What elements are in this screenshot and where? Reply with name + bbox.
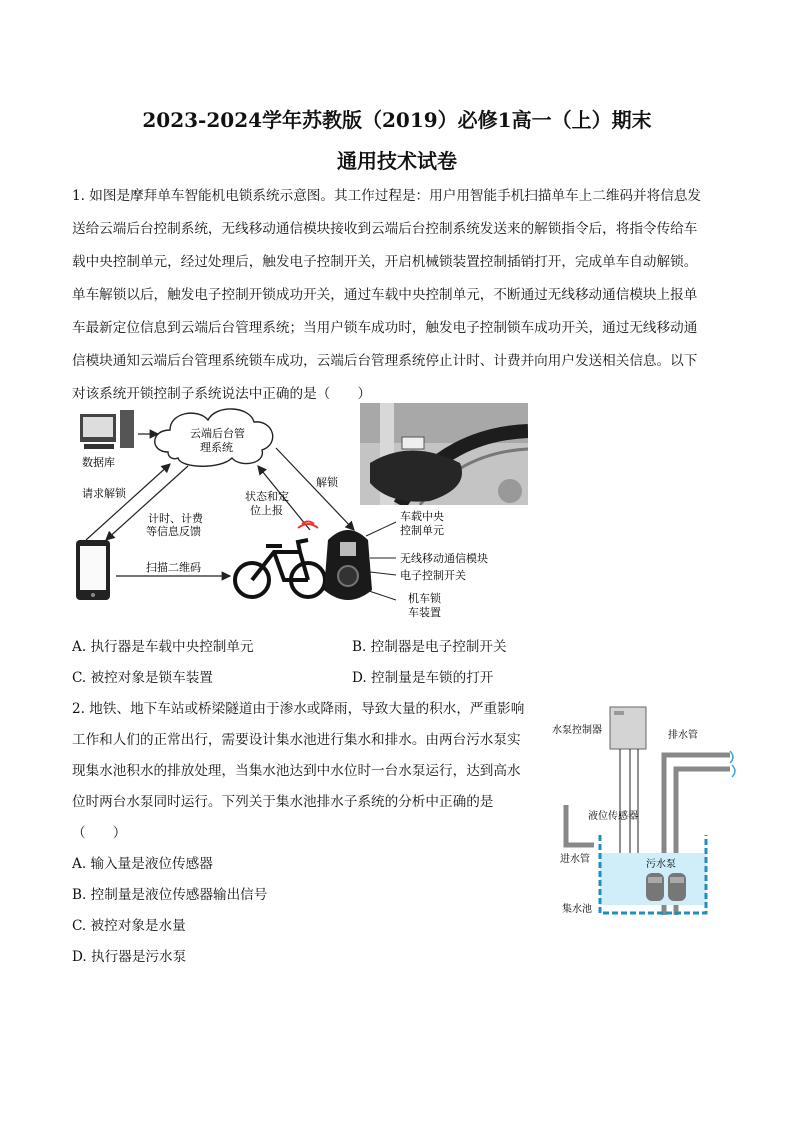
q1-option-b[interactable]: B. 控制器是电子控制开关 [352,639,507,655]
sewage-pump-1 [646,873,664,901]
question-2-line: （ ） [72,825,127,841]
question-1-line: 对该系统开锁控制子系统说法中正确的是（ ） [72,386,372,402]
sump-label: 集水池 [562,904,592,915]
question-1-line: 1. 如图是摩拜单车智能机电锁系统示意图。其工作过程是：用户用智能手机扫描单车上二维码并将信息发 [72,188,702,204]
scan-qr-label: 扫描二维码 [146,561,201,574]
question-2-line: 现集水池积水的排放处理，当集水池达到中水位时一台水泵运行，达到高水 [72,763,521,779]
bike-icon [235,540,325,597]
question-2-line: 位时两台水泵同时运行。下列关于集水池排水子系统的分析中正确的是 [72,794,494,810]
mech-lock-label-line2: 车装置 [408,606,441,619]
q2-option-a[interactable]: A. 输入量是液位传感器 [72,856,213,872]
unlock-label: 解锁 [316,476,338,489]
question-2-line: 工作和人们的正常出行，需要设计集水池进行集水和排水。由两台污水泵实 [72,732,521,748]
cloud-label-line2: 理系统 [200,441,233,454]
timing-label-line2: 等信息反馈 [146,525,201,538]
question-1-text [72,180,732,411]
q2-option-d[interactable]: D. 执行器是污水泵 [72,949,187,965]
inlet-pipe-label: 进水管 [560,854,590,865]
mech-lock-label-line1: 机车锁 [408,592,441,605]
status-label-line2: 位上报 [250,504,283,517]
sump-pump-diagram [550,705,740,920]
question-1-line: 送给云端后台控制系统，无线移动通信模块接收到云端后台控制系统发送来的解锁指令后，将指令传给车 [72,221,698,237]
status-label-line1: 状态和定 [245,490,289,503]
lock-photo [360,403,528,505]
question-1-line: 单车解锁以后，触发电子控制开锁成功开关，通过车载中央控制单元，不断通过无线移动通信模块上报单 [72,287,698,303]
central-unit-label-line2: 控制单元 [400,524,444,537]
question-1-line: 载中央控制单元，经过处理后，触发电子控制开关，开启机械锁装置控制插销打开，完成单车自动解锁。 [72,254,698,270]
sewage-pump-label: 污水泵 [646,859,676,870]
electronic-switch-label: 电子控制开关 [400,569,466,582]
pump-controller-label: 水泵控制器 [552,725,602,736]
q1-option-c[interactable]: C. 被控对象是锁车装置 [72,670,213,686]
wireless-module-label: 无线移动通信模块 [400,552,488,565]
water-outflow-icon [730,751,735,777]
central-unit-label-line1: 车载中央 [400,510,444,523]
computer-icon [80,410,134,449]
q1-option-a[interactable]: A. 执行器是车载中央控制单元 [72,639,254,655]
cloud-label-line1: 云端后台管 [190,427,245,440]
question-1-line: 信模块通知云端后台管理系统锁车成功，云端后台管理系统停止计时、计费并向用户发送相关信息。以下 [72,353,698,369]
q1-option-d[interactable]: D. 控制量是车锁的打开 [352,670,494,686]
q2-option-c[interactable]: C. 被控对象是水量 [72,918,186,934]
timing-label-line1: 计时、计费 [148,512,203,525]
unlock-arrow [276,448,354,530]
page-subtitle: 通用技术试卷 [337,149,457,173]
phone-icon [76,540,110,600]
smart-lock-icon [324,530,372,600]
question-2-line: 2. 地铁、地下车站或桥梁隧道由于渗水或降雨，导致大量的积水，严重影响 [72,701,525,717]
page-title: 2023-2024学年苏教版（2019）必修1高一（上）期末 [142,108,652,132]
drain-pipe-label: 排水管 [668,730,698,741]
q2-option-b[interactable]: B. 控制量是液位传感器输出信号 [72,887,268,903]
request-unlock-label: 请求解锁 [82,487,126,500]
level-sensor-label: 液位传感器 [588,811,638,822]
question-1-line: 车最新定位信息到云端后台管理系统；当用户锁车成功时，触发电子控制锁车成功开关，通过无线移动通 [72,320,698,336]
database-label: 数据库 [82,456,115,469]
sewage-pump-2 [668,873,686,901]
